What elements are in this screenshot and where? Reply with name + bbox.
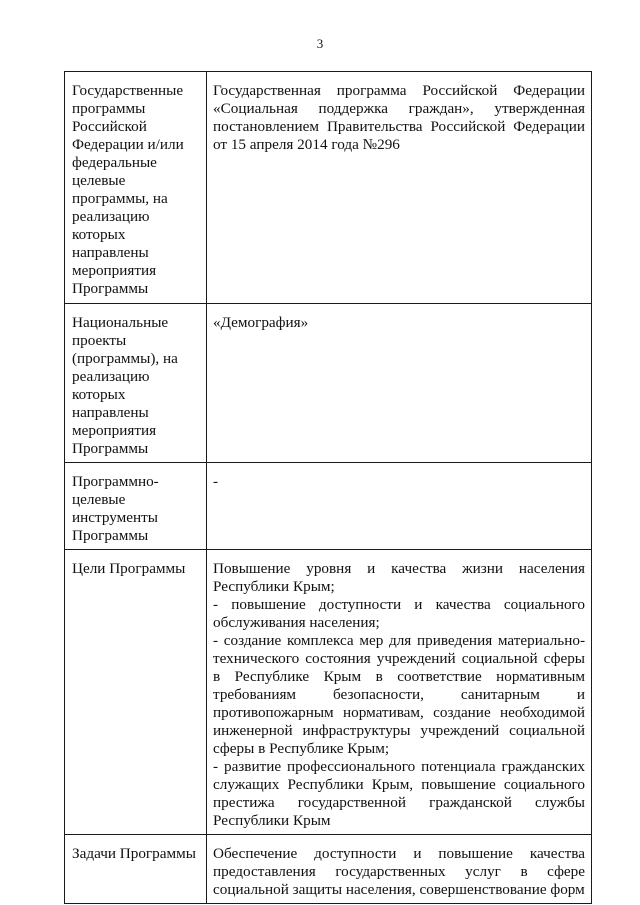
table-row bbox=[65, 304, 592, 463]
page-number: 3 bbox=[316, 36, 324, 51]
paragraph: Обеспечение доступности и повышение качества предоставления государственных услуг в сфере социальной защиты населения, совершенствование форм bbox=[213, 845, 585, 898]
row-value bbox=[207, 72, 592, 304]
table-row bbox=[65, 550, 592, 835]
paragraph: «Демография» bbox=[213, 314, 309, 331]
paragraph: Государственная программа Российской Федерации «Социальная поддержка граждан», утвержденная постановлением Правительства Российской Федерации от 15 апреля 2014 года №296 bbox=[213, 82, 585, 153]
table-row bbox=[65, 72, 592, 304]
row-value bbox=[207, 835, 592, 904]
row-label: Национальные проекты (программы), на реализацию которых направлены мероприятия Программы bbox=[65, 304, 207, 463]
row-value bbox=[207, 550, 592, 835]
paragraph: - bbox=[213, 473, 219, 490]
paragraph: - создание комплекса мер для приведения материально-технического состояния учреждений социальной сферы в Республике Крым в соответствие нормативным требованиям безопасности, санитарным и противопожарным нормативам, создание необходимой инженерной инфраструктуры учреждений социальной сферы в Республике Крым; bbox=[213, 632, 585, 757]
passport-table bbox=[64, 71, 592, 904]
row-value bbox=[207, 304, 592, 463]
table-row bbox=[65, 835, 592, 904]
row-label: Государственные программы Российской Федерации и/или федеральные целевые программы, на реализацию которых направлены мероприятия Программы bbox=[65, 72, 207, 304]
row-label: Задачи Программы bbox=[65, 835, 207, 904]
row-value bbox=[207, 463, 592, 550]
paragraph: - развитие профессионального потенциала гражданских служащих Республики Крым, повышение социального престижа государственной гражданской службы Республики Крым bbox=[213, 758, 585, 829]
row-label: Программно-целевые инструменты Программы bbox=[65, 463, 207, 550]
row-label: Цели Программы bbox=[65, 550, 207, 835]
paragraph: - повышение доступности и качества социального обслуживания населения; bbox=[213, 596, 585, 631]
table-row bbox=[65, 463, 592, 550]
paragraph: Повышение уровня и качества жизни населения Республики Крым; bbox=[213, 560, 585, 595]
